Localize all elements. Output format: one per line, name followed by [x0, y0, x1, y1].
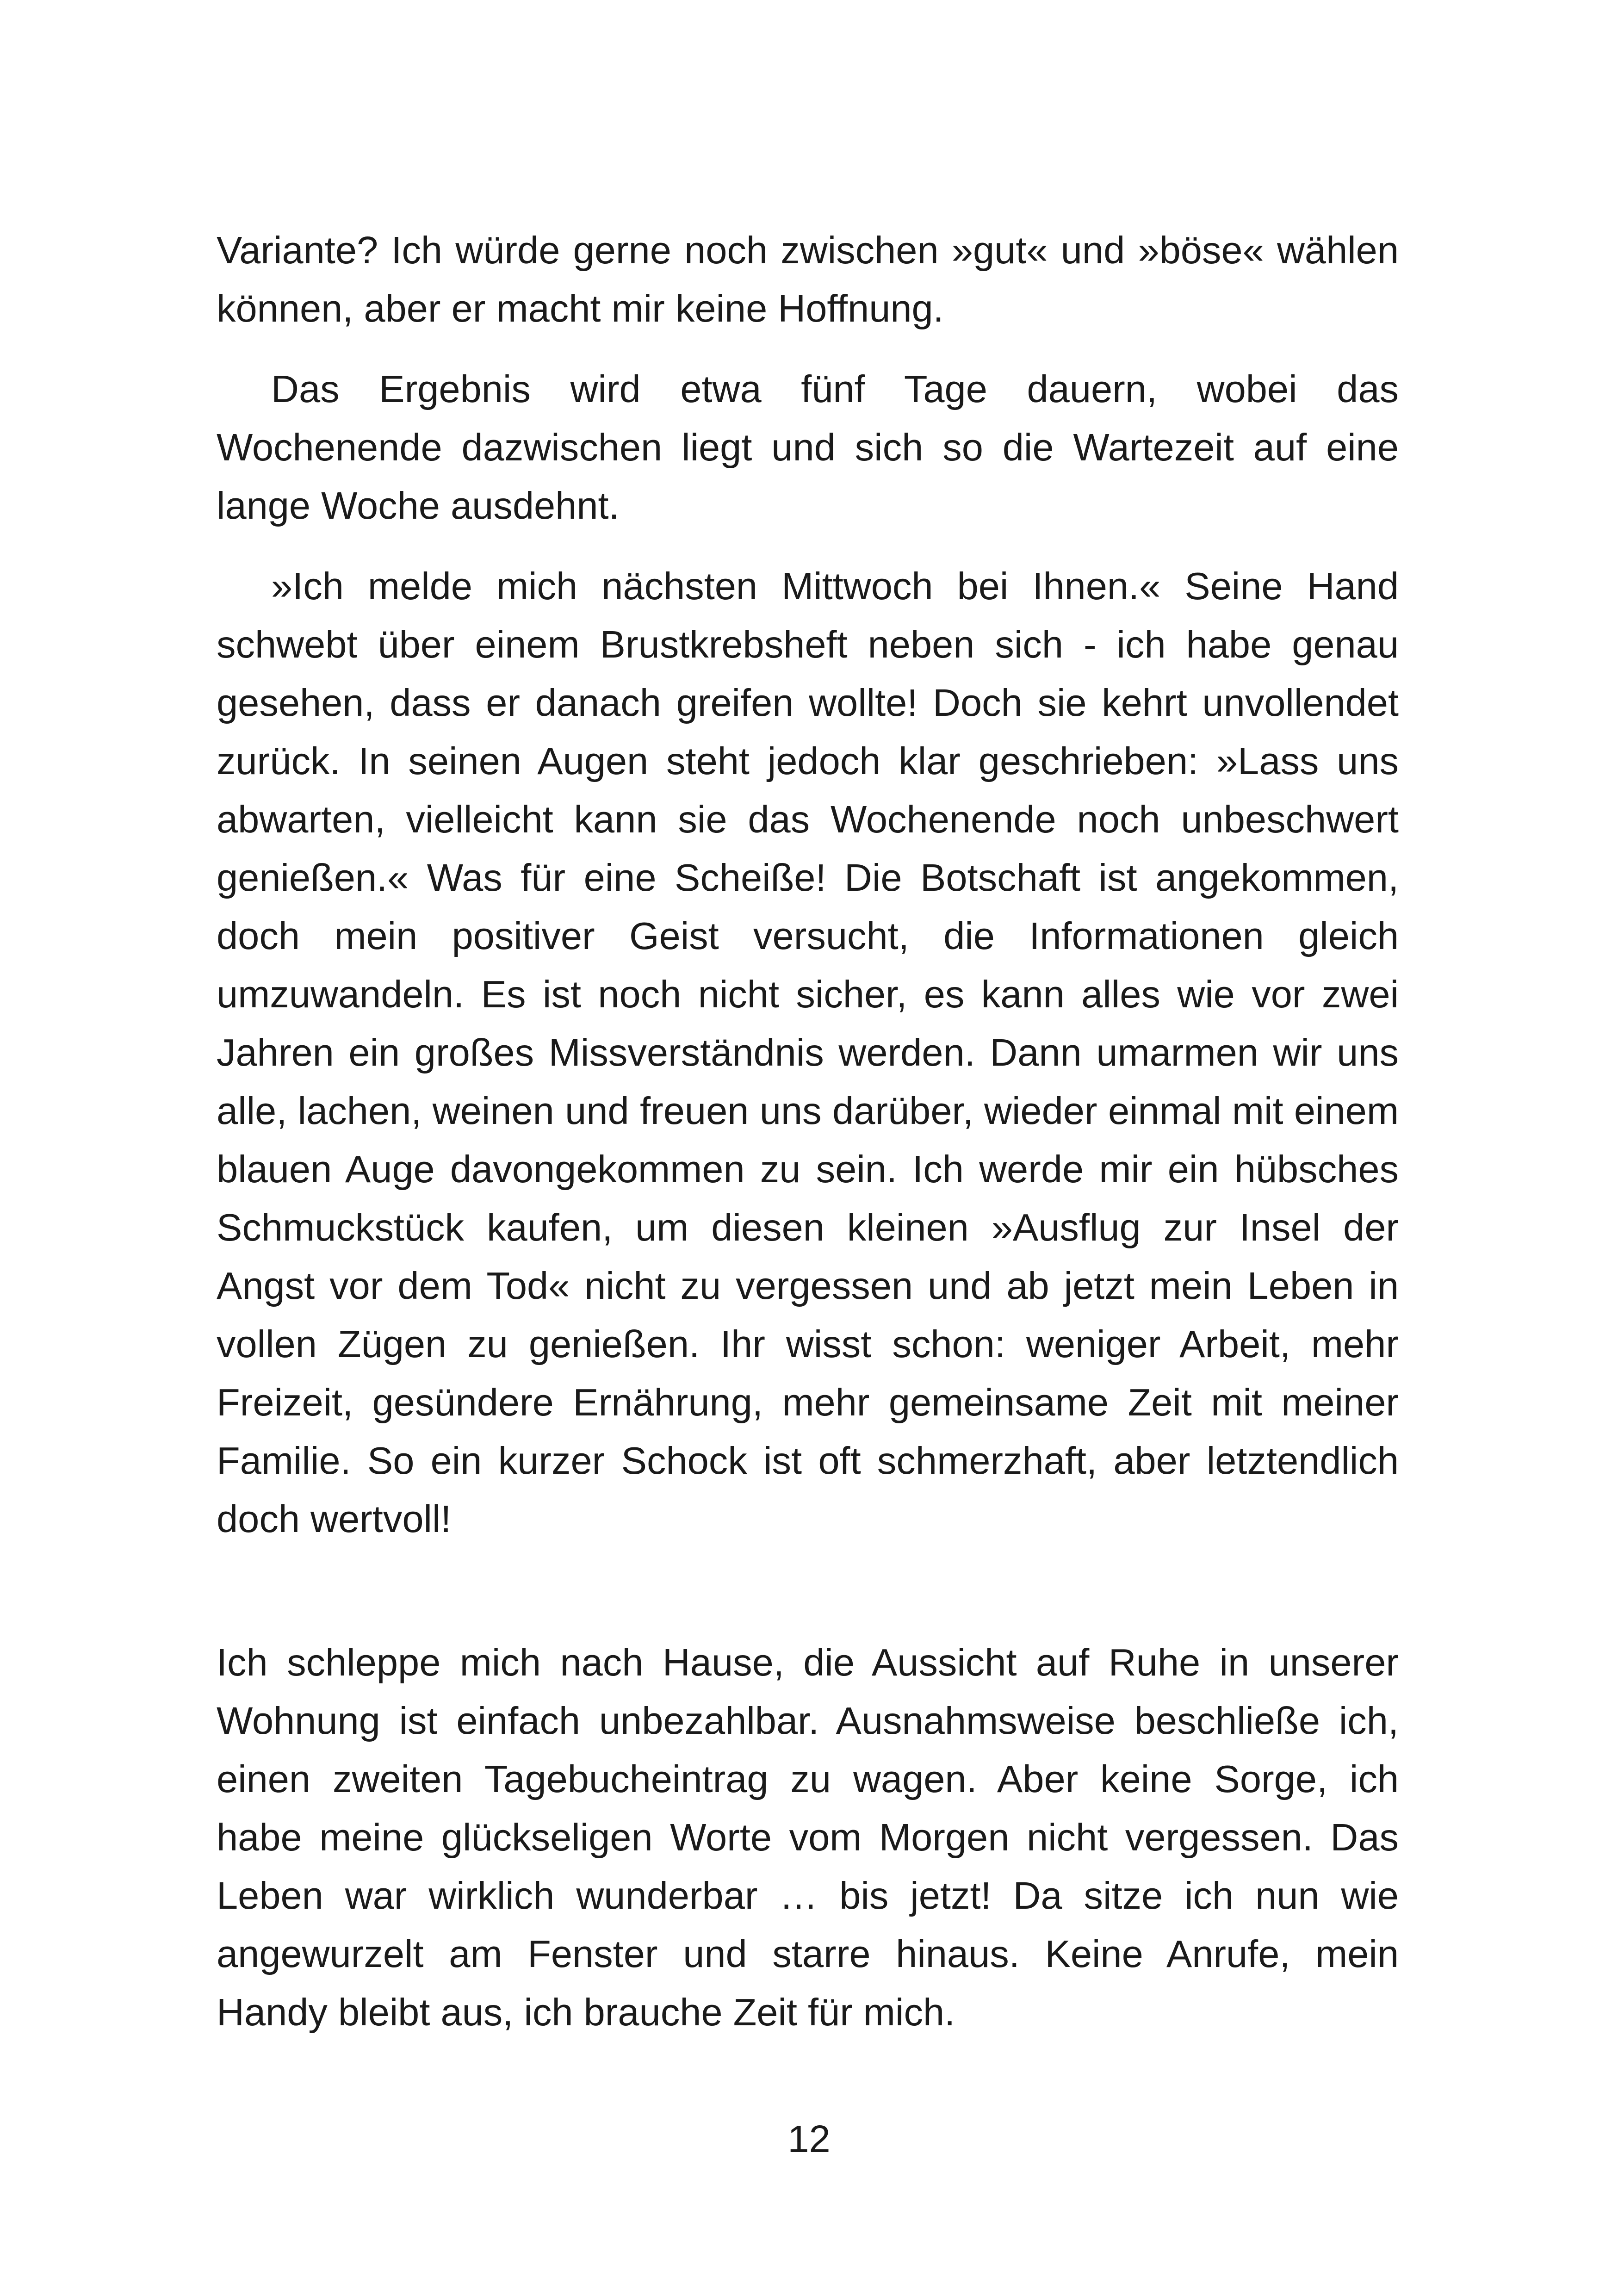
paragraph-4: Ich schleppe mich nach Hause, die Aussicht auf Ruhe in unserer Wohnung ist einfach unbezahlbar. Ausnahmsweise beschließe ich, einen zweiten Tagebucheintrag zu wagen. Aber keine Sorge, ich habe meine glückseligen Worte vom Morgen nicht vergessen. Das Leben war wirklich wunderbar … bis jetzt! Da sitze ich nun wie angewurzelt am Fenster und starre hinaus. Keine Anrufe, mein Handy bleibt aus, ich brauche Zeit für mich.	[217, 1641, 1399, 2034]
text-section-2	[217, 1633, 1399, 2042]
page-number: 12	[787, 2117, 831, 2160]
paragraph-3: »Ich melde mich nächsten Mittwoch bei Ihnen.« Seine Hand schwebt über einem Brustkrebsheft neben sich - ich habe genau gesehen, dass er danach greifen wollte! Doch sie kehrt unvollendet zurück. In seinen Augen steht jedoch klar geschrieben: »Lass uns abwarten, vielleicht kann sie das Wochenende noch unbeschwert genießen.« Was für eine Scheiße! Die Botschaft ist angekommen, doch mein positiver Geist versucht, die Informationen gleich umzuwandeln. Es ist noch nicht sicher, es kann alles wie vor zwei Jahren ein großes Missverständnis werden. Dann umarmen wir uns alle, lachen, weinen und freuen uns darüber, wieder einmal mit einem blauen Auge davongekommen zu sein. Ich werde mir ein hübsches Schmuckstück kaufen, um diesen kleinen »Ausflug zur Insel der Angst vor dem Tod« nicht zu vergessen und ab jetzt mein Leben in vollen Zügen zu genießen. Ihr wisst schon: weniger Arbeit, mehr Freizeit, gesündere Ernährung, mehr gemeinsame Zeit mit meiner Familie. So ein kurzer Schock ist oft schmerzhaft, aber letztendlich doch wertvoll!	[217, 565, 1399, 1540]
paragraph-1: Variante? Ich würde gerne noch zwischen »gut« und »böse« wählen können, aber er macht mir keine Hoffnung.	[217, 229, 1399, 330]
text-section-1	[217, 221, 1399, 1548]
paragraph-2: Das Ergebnis wird etwa fünf Tage dauern, wobei das Wochenende dazwischen liegt und sich so die Wartezeit auf eine lange Woche ausdehnt.	[217, 367, 1399, 527]
